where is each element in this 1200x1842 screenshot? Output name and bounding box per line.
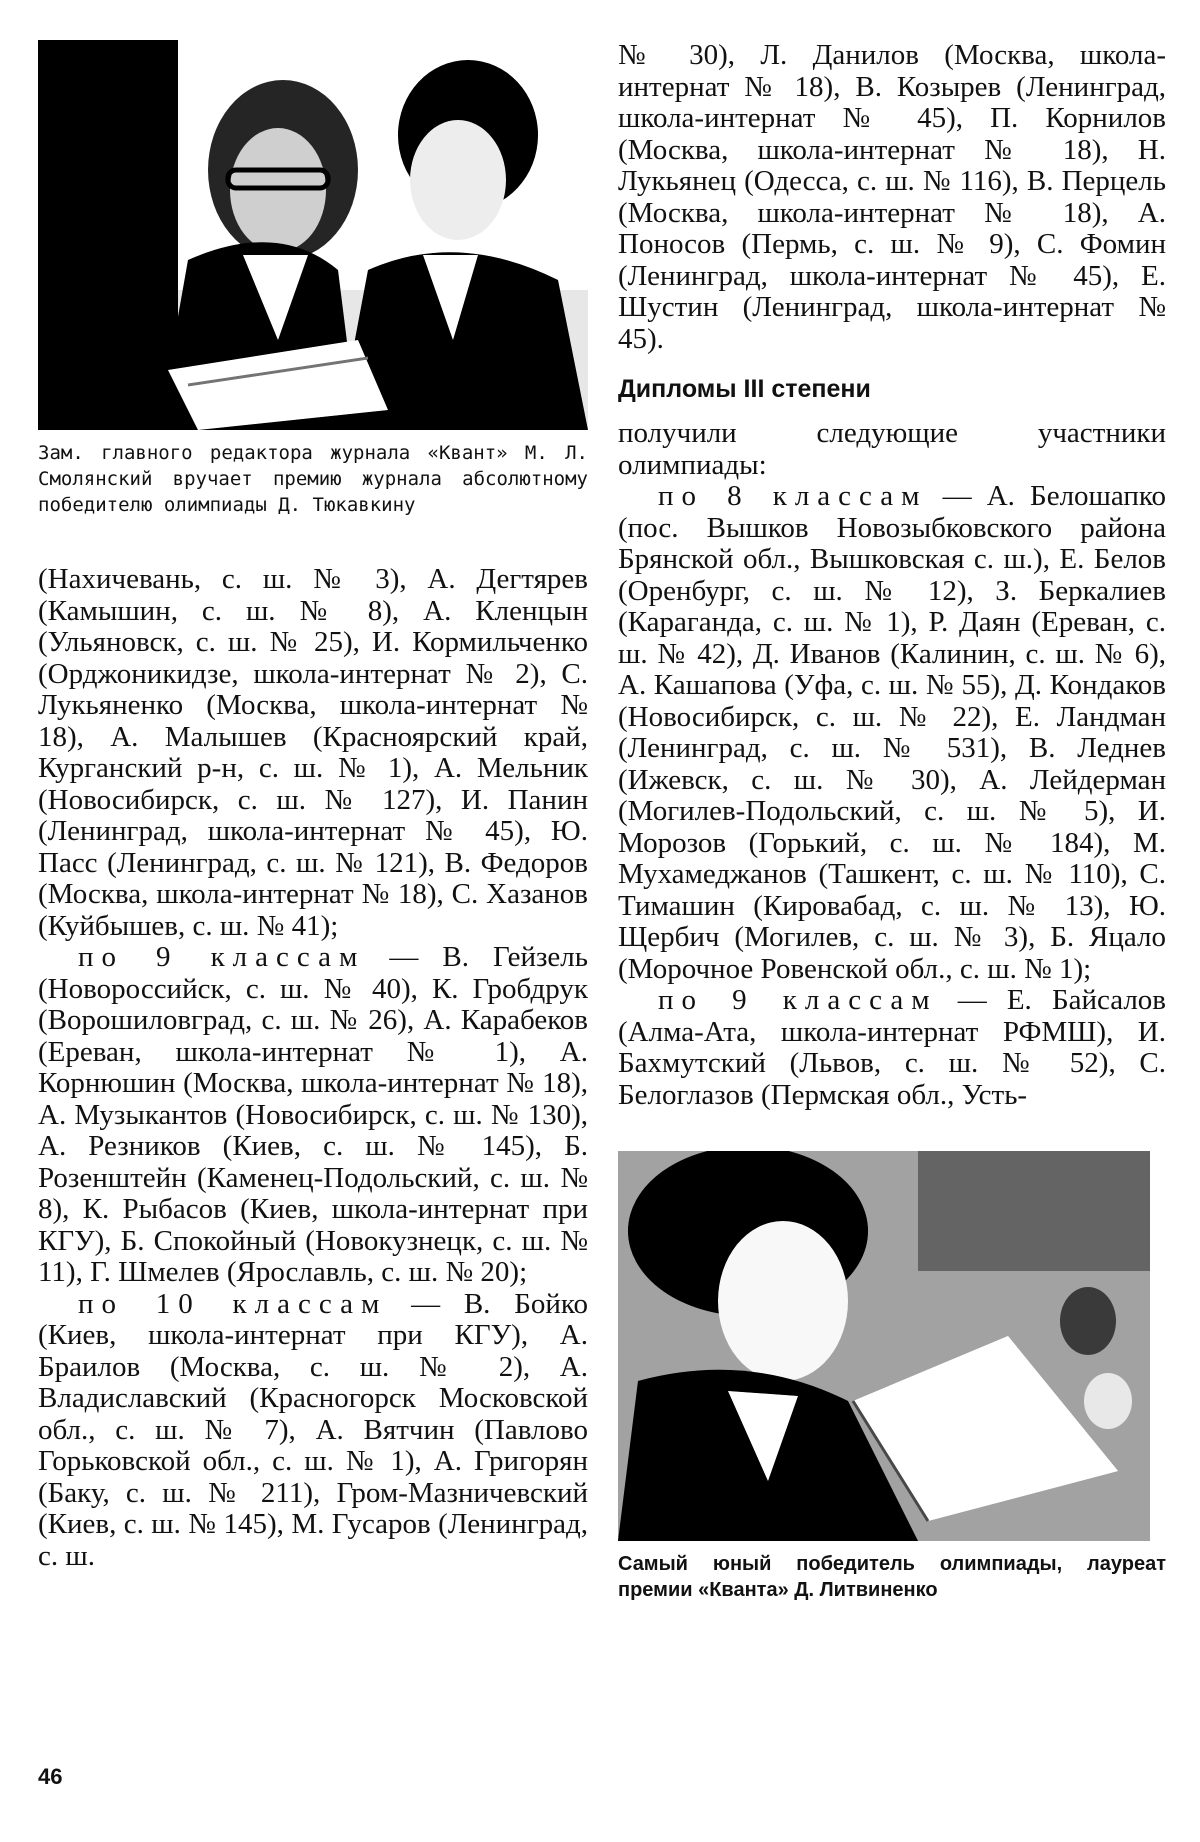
right-column (618, 40, 1166, 1603)
grade10-list: — В. Бойко (Киев, школа-интернат при КГУ), А. Браилов (Москва, с. ш. № 2), А. Владиславский (Красногорск Московской обл., с. ш. № 7), А. Вятчин (Павлово Горьковской обл., с. ш. № 1), А. Григорян (Баку, с. ш. № 211), Гром-Мазничевский (Киев, с. ш. № 145), М. Гусаров (Ленинград, с. ш. (38, 1287, 588, 1572)
intro-text: получили следующие участники олимпиады: (618, 417, 1166, 481)
grade9-paragraph (38, 942, 588, 1289)
grade9-list-right: — Е. Байсалов (Алма-Ата, школа-интернат РФМШ), И. Бахмутский (Львов, с. ш. № 52), С. Белоглазов (Пермская обл., Усть- (618, 984, 1167, 1111)
paragraph-continuation: (Нахичевань, с. ш. № 3), А. Дегтярев (Камышин, с. ш. № 8), А. Кленцын (Ульяновск, с. ш. № 25), И. Кормильченко (Орджоникидзе, школа-интернат № 2), С. Лукьяненко (Москва, школа-интернат № 18), А. Малышев (Красноярский край, Курганский р-н, с. ш. № 1), А. Мельник (Новосибирск, с. ш. № 127), И. Панин (Ленинград, школа-интернат № 45), Ю. Пасс (Ленинград, с. ш. № 121), В. Федоров (Москва, школа-интернат № 18), С. Хазанов (Куйбышев, с. ш. № 41); (38, 563, 588, 942)
photo-caption-bottom: Самый юный победитель олимпиады, лауреат премии «Кванта» Д. Литвиненко (618, 1553, 1166, 1601)
grade8-label: по 8 классам (658, 480, 928, 512)
page-number: 46 (38, 1764, 63, 1789)
grade9-label: по 9 классам (78, 941, 366, 973)
grade9-list: — В. Гейзель (Новороссийск, с. ш. № 40), К. Гробдрук (Ворошиловград, с. ш. № 26), А. Карабеков (Ереван, школа-интернат № 1), А. Корнюшин (Москва, школа-интернат № 18), А. Музыкантов (Новосибирск, с. ш. № 130), А. Резников (Киев, с. ш. № 145), Б. Розенштейн (Каменец-Подольский, с. ш. № 8), К. Рыбасов (Киев, школа-интернат при КГУ), Б. Спокойный (Новокузнецк, с. ш. № 11), Г. Шмелев (Ярославль, с. ш. № 20); (38, 941, 588, 1288)
grade9-label-right: по 9 классам (658, 984, 938, 1016)
right-body-text (618, 40, 1166, 355)
photo-caption-top: Зам. главного редактора журнала «Квант» М. Л. Смолянский вручает премию журнала абсолютному победителю олимпиады Д. Тюкавкину (38, 442, 588, 516)
left-body-text (38, 564, 588, 1572)
grade9-paragraph-right (618, 985, 1166, 1111)
winner-photo (618, 1151, 1150, 1541)
grade8-list: — А. Белошапко (пос. Вышков Новозыбковского района Брянской обл., Вышковская с. ш.), Е. Белов (Оренбург, с. ш. № 12), З. Беркалиев (Караганда, с. ш. № 1), Р. Даян (Ереван, с. ш. № 42), Д. Иванов (Калинин, с. ш. № 6), А. Кашапова (Уфа, с. ш. № 55), Д. Кондаков (Новосибирск, с. ш. № 22), Е. Ландман (Ленинград, с. ш. № 531), В. Леднев (Ижевск, с. ш. № 30), А. Лейдерман (Могилев-Подольский, с. ш. № 5), И. Морозов (Горький, с. ш. № 184), М. Мухамеджанов (Ташкент, с. ш. № 110), С. Тимашин (Кировабад, с. ш. № 13), Ю. Щербич (Могилев, с. ш. № 3), Б. Яцало (Морочное Ровенской обл., с. ш. № 1); (618, 480, 1166, 985)
award-photo (38, 40, 588, 430)
grade10-paragraph (38, 1289, 588, 1573)
right-continuation: № 30), Л. Данилов (Москва, школа-интернат № 18), В. Козырев (Ленинград, школа-интернат № 45), П. Корнилов (Москва, школа-интернат № 18), Н. Лукьянец (Одесса, с. ш. № 116), В. Перцель (Москва, школа-интернат № 18), А. Поносов (Пермь, с. ш. № 9), С. Фомин (Ленинград, школа-интернат № 45), Е. Шустин (Ленинград, школа-интернат № 45). (618, 39, 1166, 355)
grade10-label: по 10 классам (78, 1287, 388, 1320)
left-column (38, 40, 588, 1572)
section-heading: Дипломы III степени (618, 375, 871, 403)
grade8-paragraph (618, 481, 1166, 985)
diplomas-text (618, 418, 1166, 1111)
